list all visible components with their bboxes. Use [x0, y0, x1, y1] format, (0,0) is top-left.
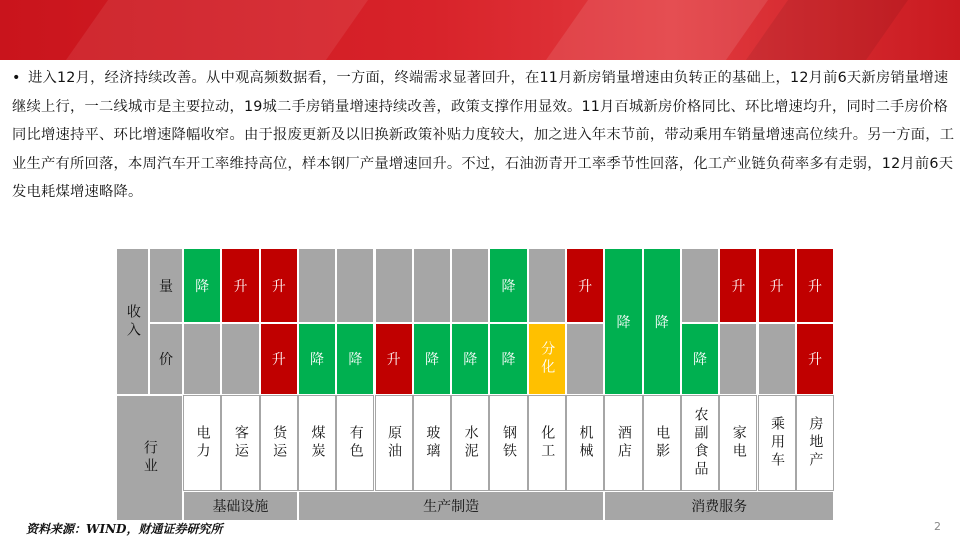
price-cell [719, 323, 757, 395]
price-cell [489, 323, 527, 395]
industry-name [298, 395, 336, 491]
summary-paragraph [12, 64, 956, 207]
group-manufacturing-text: 生产制造 [423, 499, 480, 515]
volume-cell [681, 248, 719, 323]
industry-name [719, 395, 757, 491]
volume-cell [489, 248, 527, 323]
volume-cell [566, 248, 604, 323]
page-number: 2 [934, 520, 941, 533]
industry-name [375, 395, 413, 491]
volume-cell-text: 升 [233, 278, 248, 295]
industry-name [413, 395, 451, 491]
price-cell [221, 323, 259, 395]
industry-name-text: 钢铁 [500, 425, 517, 461]
price-cell-text: 降 [501, 352, 516, 368]
industry-name [604, 395, 642, 491]
price-cell-text: 降 [693, 352, 708, 368]
volume-cell [758, 248, 796, 323]
price-cell [758, 323, 796, 395]
volume-cell [260, 248, 298, 323]
volume-cell [375, 248, 413, 323]
price-cell [796, 323, 834, 395]
source-note: 资料来源：WIND，财通证券研究所 [26, 522, 223, 536]
bullet: • [12, 70, 21, 86]
price-cell [681, 323, 719, 395]
signal-cell-merged-text: 降 [616, 314, 631, 331]
price-cell-text: 升 [807, 352, 822, 368]
industry-name [221, 395, 259, 491]
industry-name-text: 酒店 [615, 425, 632, 461]
industry-name-text: 电影 [654, 425, 671, 461]
volume-cell [298, 248, 336, 323]
income-label [116, 248, 149, 395]
industry-name [183, 395, 221, 491]
volume-cell [796, 248, 834, 323]
price-cell [298, 323, 336, 395]
industry-name-text: 煤炭 [309, 425, 326, 461]
volume-cell [183, 248, 221, 323]
volume-cell [528, 248, 566, 323]
group-consumption-text: 消费服务 [691, 499, 748, 515]
industry-label [116, 395, 183, 521]
volume-cell [451, 248, 489, 323]
signal-cell-merged [643, 248, 681, 395]
price-cell [260, 323, 298, 395]
volume-cell-text: 降 [501, 278, 516, 295]
industry-name-text: 客运 [232, 425, 249, 461]
price-label [149, 323, 183, 395]
volume-cell [413, 248, 451, 323]
group-infrastructure-text: 基础设施 [212, 499, 269, 515]
industry-name [758, 395, 796, 491]
industry-signal-table [116, 248, 830, 521]
industry-label-text: 行业 [141, 440, 158, 476]
industry-name [528, 395, 566, 491]
group-infrastructure [183, 491, 298, 521]
price-cell-text: 降 [348, 352, 363, 368]
volume-cell [336, 248, 374, 323]
volume-cell-text: 升 [271, 278, 286, 295]
group-manufacturing [298, 491, 604, 521]
industry-name [681, 395, 719, 491]
summary-text: 进入12月，经济持续改善。从中观高频数据看，一方面，终端需求显著回升，在11月新房销量增速由负转正的基础上，12月前6天新房销量增速继续上行，一二线城市是主要拉动，19城二手房销量增速持续改善，政策支撑作用显效。11月百城新房价格同比、环比增速均升，同时二手房价格同比增速持平、环比增速降幅收窄。由于报废更新及以旧换新政策补贴力度较大，加之进入年末节前，带动乘用车销量增速高位续升。另一方面，工业生产有所回落，本周汽车开工率维持高位，样本钢厂产量增速回升。不过，石油沥青开工率季节性回落，化工产业链负荷率多有走弱，12月前6天发电耗煤增速略降。 [12, 70, 955, 200]
price-cell-text: 降 [424, 352, 439, 368]
group-consumption [604, 491, 834, 521]
income-label-text: 收入 [124, 303, 141, 340]
price-cell [413, 323, 451, 395]
price-cell [528, 323, 566, 395]
volume-cell-text: 升 [807, 278, 822, 295]
price-cell [183, 323, 221, 395]
industry-name-text: 有色 [347, 425, 364, 461]
industry-name-text: 货运 [271, 425, 288, 461]
industry-name-text: 农副食品 [692, 407, 709, 479]
industry-name [451, 395, 489, 491]
industry-name-text: 化工 [539, 425, 556, 461]
volume-cell [719, 248, 757, 323]
industry-name [336, 395, 374, 491]
price-cell-text: 分化 [539, 341, 556, 377]
industry-name [643, 395, 681, 491]
industry-name-text: 玻璃 [424, 425, 441, 461]
industry-name-text: 房地产 [807, 416, 824, 470]
volume-cell-text: 升 [731, 278, 746, 295]
industry-name [260, 395, 298, 491]
signal-cell-merged-text: 降 [654, 314, 669, 331]
price-cell [336, 323, 374, 395]
price-cell [451, 323, 489, 395]
signal-cell-merged [604, 248, 642, 395]
industry-name-text: 家电 [730, 425, 747, 461]
price-cell-text: 升 [386, 352, 401, 368]
industry-name [489, 395, 527, 491]
industry-name-text: 原油 [386, 425, 403, 461]
header-banner [0, 0, 960, 60]
price-cell-text: 降 [463, 352, 478, 368]
price-cell [566, 323, 604, 395]
industry-name-text: 机械 [577, 425, 594, 461]
volume-label-text: 量 [159, 278, 173, 295]
price-cell [375, 323, 413, 395]
industry-name [796, 395, 834, 491]
price-cell-text: 升 [271, 352, 286, 368]
industry-name-text: 水泥 [462, 425, 479, 461]
price-label-text: 价 [159, 352, 173, 368]
volume-cell-text: 升 [769, 278, 784, 295]
industry-name-text: 电力 [194, 425, 211, 461]
price-cell-text: 降 [310, 352, 325, 368]
volume-cell-text: 降 [195, 278, 210, 295]
volume-cell-text: 升 [578, 278, 593, 295]
volume-cell [221, 248, 259, 323]
industry-name-text: 乘用车 [769, 416, 786, 470]
industry-name [566, 395, 604, 491]
volume-label [149, 248, 183, 323]
